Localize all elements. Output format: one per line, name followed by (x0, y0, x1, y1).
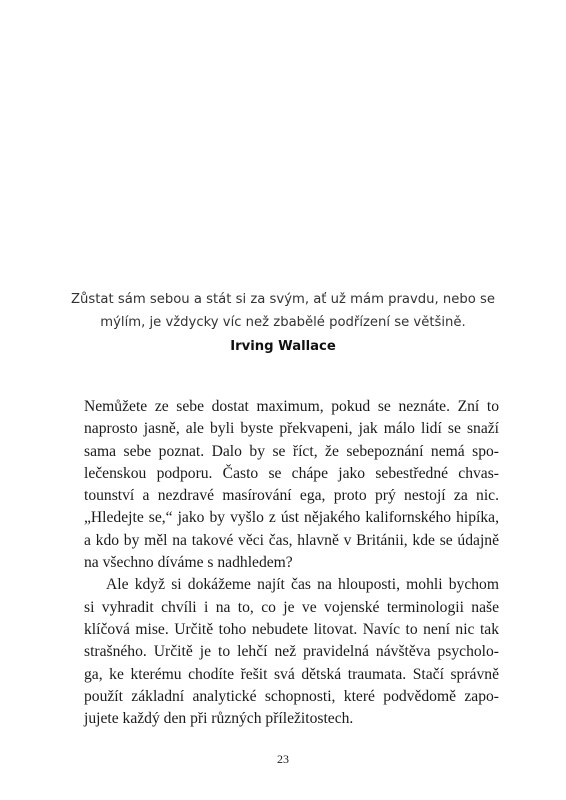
text-line: si vyhradit chvíli i na to, co je ve vojenské terminologii naše (84, 598, 499, 616)
epigraph-quote-line: Zůstat sám sebou a stát si za svým, ať už mám pravdu, nebo se (71, 292, 495, 307)
text-line: lečenskou podporu. Často se chápe jako sebestředné chvas- (84, 464, 499, 482)
epigraph-quote-line: mýlím, je vždycky víc než zbabělé podřízení se většině. (100, 315, 466, 330)
epigraph (70, 288, 496, 358)
text-line: klíčová mise. Určitě toho nebudete litovat. Navíc to není nic tak (84, 620, 499, 638)
page-number: 23 (277, 752, 289, 766)
text-line: na všechno díváme s nadhledem? (84, 554, 293, 572)
text-line: Ale když si dokážeme najít čas na hlouposti, mohli bychom (106, 576, 499, 594)
text-line: a kdo by měl na takové věci čas, hlavně v Británii, kde se údajně (84, 531, 499, 549)
text-line: sama sebe poznat. Dalo by se říct, že sebepoznání nemá spo- (84, 442, 499, 460)
text-line: tounství a nezdravé masírování ega, proto prý nestojí za nic. (84, 487, 499, 505)
paragraph-1 (84, 396, 499, 574)
paragraph-2 (84, 574, 499, 730)
text-line: Nemůžete ze sebe dostat maximum, pokud se neznáte. Zní to (84, 398, 499, 415)
text-line: ga, ke kterému chodíte řešit svá dětská traumata. Stačí správně (84, 665, 499, 683)
body-text (84, 396, 499, 730)
epigraph-author: Irving Wallace (230, 339, 336, 354)
text-line: jujete každý den při různých příležitostech. (84, 710, 354, 728)
text-line: naprosto jasně, ale byli byste překvapeni, jak málo lidí se snaží (84, 420, 499, 438)
text-line: „Hledejte se,“ jako by vyšlo z úst nějakého kalifornského hipíka, (84, 509, 499, 527)
text-line: použít základní analytické schopnosti, které podvědomě zapo- (84, 687, 499, 705)
text-line: strašného. Určitě je to lehčí než pravidelná návštěva psycholo- (84, 643, 499, 661)
